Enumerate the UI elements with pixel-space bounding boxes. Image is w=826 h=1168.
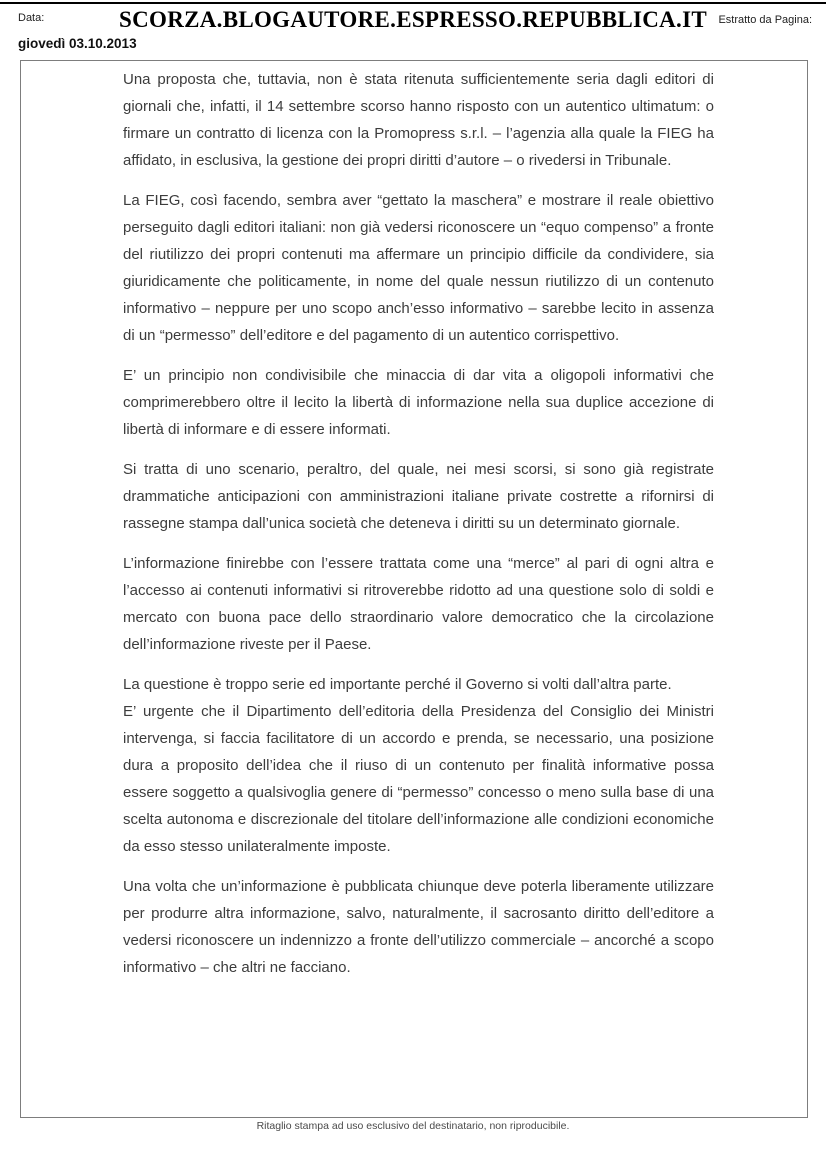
article-paragraph: Si tratta di uno scenario, peraltro, del quale, nei mesi scorsi, si sono già registrate drammatiche anticipazioni con amministrazioni italiane private costrette a rifornirsi di rassegne stampa dall’unica società che deteneva i diritti su un determinato giornale.	[123, 461, 714, 532]
top-divider	[0, 2, 826, 4]
article-paragraph: E’ urgente che il Dipartimento dell’editoria della Presidenza del Consiglio dei Ministri intervenga, si faccia facilitatore di un accordo e prenda, se necessario, una posizione dura a proposito dell’idea che il riuso di un contenuto per finalità informative possa essere soggetto a qualsivoglia genere di “permesso” concesso o meno sulla base di una scelta autonoma e discrezionale del titolare dell’informazione alle condizioni economiche da esso stesso unilateralmente imposte.	[123, 703, 714, 855]
extract-page-label: Estratto da Pagina:	[718, 14, 812, 26]
footer-disclaimer: Ritaglio stampa ad uso esclusivo del destinatario, non riproducibile.	[256, 1120, 570, 1132]
article-paragraph: L’informazione finirebbe con l’essere trattata come una “merce” al pari di ogni altra e l’accesso ai contenuti informativi si ritroverebbe ridotto ad una questione solo di soldi e mercato con buona pace dello straordinario valore democratico che la circolazione dell’informazione riveste per il Paese.	[123, 555, 714, 653]
article-paragraph: La FIEG, così facendo, sembra aver “gettato la maschera” e mostrare il reale obiettivo perseguito dagli editori italiani: non già vedersi riconoscere un “equo compenso” a fronte del riutilizzo dei propri contenuti ma affermare un principio difficile da condividere, sia giuridicamente che politicamente, in nome del quale nessun riutilizzo di un contenuto informativo – neppure per uno scopo anch’esso informativo – sarebbe lecito in assenza di un “permesso” dell’editore e del pagamento di un autentico corrispettivo.	[123, 192, 714, 344]
article-box	[20, 60, 808, 1118]
article-paragraph: E’ un principio non condivisibile che minaccia di dar vita a oligopoli informativi che comprimerebbero oltre il lecito la libertà di informazione nella sua duplice accezione di libertà di informare e di essere informati.	[123, 367, 714, 438]
date-label: Data:	[18, 12, 45, 24]
date-value: giovedì 03.10.2013	[18, 36, 137, 51]
article-paragraph: Una proposta che, tuttavia, non è stata ritenuta sufficientemente seria dagli editori di giornali che, infatti, il 14 settembre scorso hanno risposto con un autentico ultimatum: o firmare un contratto di licenza con la Promopress s.r.l. – l’agenzia alla quale la FIEG ha affidato, in esclusiva, la gestione dei propri diritti d’autore – o rivedersi in Tribunale.	[123, 71, 714, 169]
article-paragraph: Una volta che un’informazione è pubblicata chiunque deve poterla liberamente utilizzare per produrre altra informazione, salvo, naturalmente, il sacrosanto diritto dell’editore a vedersi riconoscere un indennizzo a fronte dell’utilizzo commerciale – ancorché a scopo informativo – che altri ne facciano.	[123, 878, 714, 976]
article-paragraph: La questione è troppo serie ed importante perché il Governo si volti dall’altra parte.	[123, 676, 672, 693]
page-title: SCORZA.BLOGAUTORE.ESPRESSO.REPUBBLICA.IT	[119, 7, 707, 32]
